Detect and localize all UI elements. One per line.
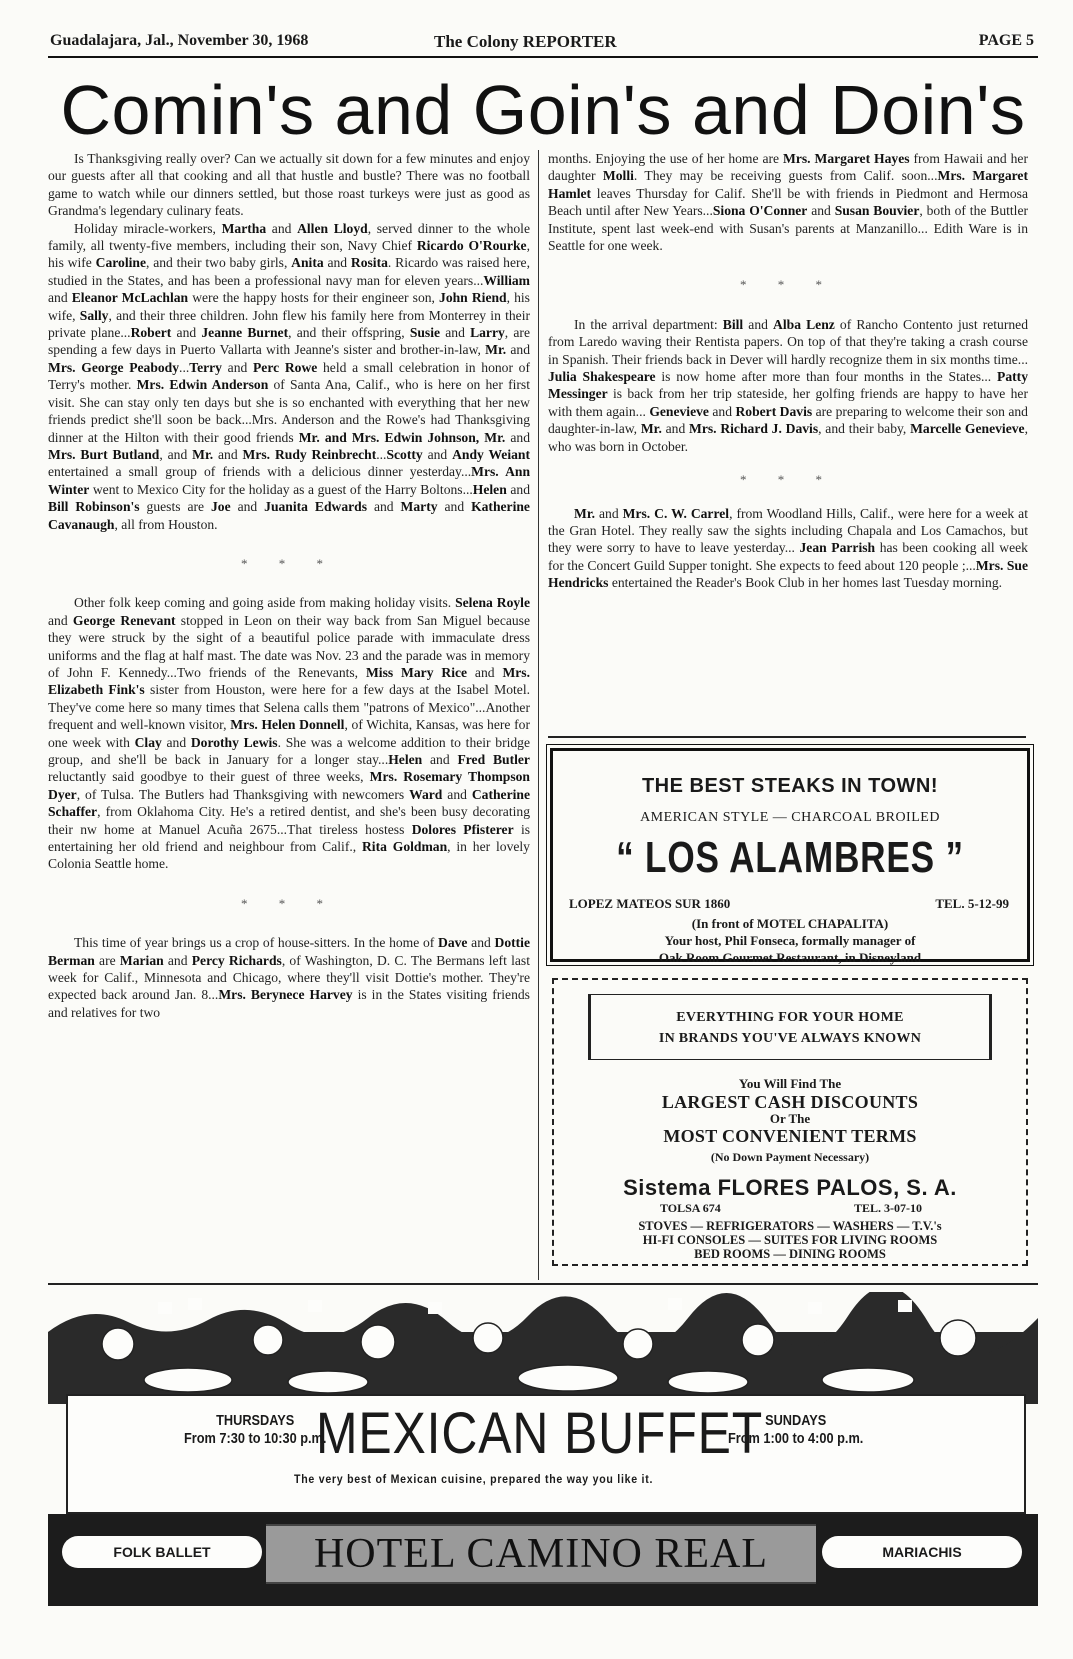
headline: Comin's and Goin's and Doin's — [60, 71, 1026, 149]
ad-or: Or The — [769, 1111, 811, 1126]
masthead — [48, 30, 1038, 58]
flag-icon — [808, 1302, 822, 1314]
ad-host-line: Oak Room Gourmet Restaurant, in Disneyland — [658, 950, 922, 965]
mexican-buffet-ad — [48, 1292, 1038, 1637]
ad-company-name: Sistema FLORES PALOS, S. A. — [623, 1175, 957, 1200]
festive-illustration — [48, 1292, 1038, 1404]
figure-head-icon — [940, 1320, 976, 1356]
flag-icon — [158, 1302, 172, 1314]
platter-icon — [288, 1371, 368, 1393]
ad-products-line: STOVES — REFRIGERATORS — WASHERS — T.V.'s — [638, 1219, 942, 1233]
thursdays-label: THURSDAYS — [216, 1412, 295, 1429]
section-separator: * * * — [740, 472, 836, 488]
ad-phone: TEL. 5-12-99 — [935, 896, 1009, 911]
platter-icon — [144, 1368, 232, 1392]
ad-location: (In front of MOTEL CHAPALITA) — [691, 916, 889, 931]
sundays-block — [728, 1412, 863, 1448]
ad-title: THE BEST STEAKS IN TOWN! — [641, 775, 939, 797]
figure-head-icon — [361, 1325, 395, 1359]
sundays-label: SUNDAYS — [765, 1412, 827, 1429]
figure-head-icon — [742, 1324, 774, 1356]
masthead-location-date: Guadalajara, Jal., November 30, 1968 — [50, 32, 309, 49]
masthead-page-number: PAGE 5 — [978, 32, 1034, 49]
article-paragraph: Holiday miracle-workers, Martha and Allen Lloyd, served dinner to the whole family, all twenty-five members, including their son, Navy Chief Ricardo O'Rourke, his wife Caroline, and their two baby girls, Anita and Rosita. Ricardo was raised here, studied in the States, and has been a professional navy man for eleven years...William and Eleanor McLachlan were the happy hosts for their engineer son, John Riend, his wife, Sally, and their three children. John flew his family here from Monterrey in their private plane...Robert and Jeanne Burnet, and their offspring, Susie and Larry, are spending a few days in Puerto Vallarta with Jeanne's sister and brother-in-law, Mr. and Mrs. George Peabody...Terry and Perc Rowe held a small celebration in honor of Terry's mother. Mrs. Edwin Anderson of Santa Ana, Calif., who is here on her first visit. She can stay only ten days but she is so enchanted with everything that her new friends predict she'll soon be back...Mrs. Anderson and the Rowe's had Thanksgiving dinner at the Hilton with their good friends Mr. and Mrs. Edwin Johnson, Mr. and Mrs. Burt Butland, and Mr. and Mrs. Rudy Reinbrecht...Scotty and Andy Weiant entertained a small group of friends with a delicious dinner yesterday...Mrs. Ann Winter went to Mexico City for the holiday as a guest of the Harry Boltons...Helen and Bill Robinson's guests are Joe and Juanita Edwards and Marty and Katherine Cavanaugh, all from Houston. — [48, 220, 531, 532]
buffet-tagline: The very best of Mexican cuisine, prepared the way you like it. — [294, 1474, 654, 1486]
bottom-ad-divider — [48, 1283, 1038, 1285]
buffet-banner — [66, 1394, 1026, 1514]
address-row — [553, 896, 1027, 914]
platter-icon — [518, 1365, 618, 1391]
buffet-title: MEXICAN BUFFET — [316, 1401, 764, 1466]
figure-head-icon — [102, 1328, 134, 1360]
flag-icon — [188, 1298, 202, 1310]
section-separator: * * * — [241, 555, 337, 571]
masthead-paper-name: The Colony REPORTER — [434, 32, 617, 51]
flag-icon — [898, 1300, 912, 1312]
ad-box-line: IN BRANDS YOU'VE ALWAYS KNOWN — [658, 1031, 922, 1046]
left-column — [48, 150, 530, 1021]
ad-no-down-payment: (No Down Payment Necessary) — [710, 1150, 870, 1164]
hotel-name: HOTEL CAMINO REAL — [313, 1531, 769, 1577]
address-row — [554, 1201, 1026, 1216]
article-paragraph: Is Thanksgiving really over? Can we actually sit down for a few minutes and enjoy our guests after all that cooking and all that hustle and bustle? There was no football game to watch while our dinners settled, but those roast turkeys were just as good as Grandma's legendary culinary feats. — [48, 151, 530, 219]
los-alambres-ad — [550, 748, 1030, 965]
article-paragraph: months. Enjoying the use of her home are Mrs. Margaret Hayes from Hawaii and her daughter Molli. They may be receiving guests from Calif. soon...Mrs. Margaret Hamlet leaves Thursday for Calif. She'll be with friends in Piedmont and Hermosa Beach until after New Years...Siona O'Conner and Susan Bouvier, both of the Buttler Institute, spent last week-end with Susan's parents at Manzanillo... Edith Ware is in Seattle for one week. — [548, 151, 1029, 254]
mariachis-label: MARIACHIS — [822, 1536, 1022, 1568]
article-paragraph: Mr. and Mrs. C. W. Carrel, from Woodland Hills, Calif., were here for a week at the Gran Hotel. They really saw the sights including Chapala and Los Camachos, but they were sorry to have to leave yesterday... Jean Parrish has been cooking all week for the Concert Guild Supper tonight. She expects to feed about 120 people ;...Mrs. Sue Hendricks entertained the Reader's Book Club in her homes last Tuesday morning. — [548, 505, 1028, 591]
ad-products-line: HI-FI CONSOLES — SUITES FOR LIVING ROOMS — [642, 1233, 938, 1247]
ad-subtitle: AMERICAN STYLE — CHARCOAL BROILED — [640, 810, 940, 825]
ad-discounts: LARGEST CASH DISCOUNTS — [661, 1092, 919, 1112]
restaurant-name: “ LOS ALAMBRES ” — [616, 833, 964, 882]
ad-find: You Will Find The — [738, 1076, 842, 1091]
sundays-time: From 1:00 to 4:00 p.m. — [728, 1430, 864, 1447]
ad-inner-box — [588, 994, 992, 1060]
ad-box-line: EVERYTHING FOR YOUR HOME — [676, 1010, 904, 1025]
ad-host-line: Your host, Phil Fonseca, formally manager of — [664, 933, 916, 948]
figure-head-icon — [473, 1323, 503, 1353]
right-column — [548, 150, 1028, 592]
thursdays-block — [184, 1412, 326, 1448]
flag-icon — [308, 1300, 322, 1312]
column-divider — [538, 150, 539, 1280]
section-separator: * * * — [241, 895, 337, 911]
section-separator: * * * — [740, 277, 836, 293]
flores-palos-ad — [552, 978, 1028, 1266]
folk-ballet-label: FOLK BALLET — [62, 1536, 262, 1568]
ad-products-line: BED ROOMS — DINING ROOMS — [694, 1247, 886, 1261]
ad-divider — [548, 736, 1026, 738]
figure-head-icon — [253, 1325, 283, 1355]
ad-address: TOLSA 674 — [660, 1201, 721, 1215]
article-paragraph: In the arrival department: Bill and Alba Lenz of Rancho Contento just returned from Laredo waving their Rentista papers. On top of that they're taking a crash course in Spanish. Their friends back in Dever will hardly recognize them in six months time... Julia Shakespeare is now home after more than four months in the States... Patty Messinger is back from her trip stateside, her golfing friends are happy to have her with them again... Genevieve and Robert Davis are preparing to welcome their son and daughter-in-law, Mr. and Mrs. Richard J. Davis, and their baby, Marcelle Genevieve, who was born in October. — [548, 316, 1028, 454]
hotel-name-plate — [266, 1524, 816, 1584]
platter-icon — [822, 1368, 914, 1392]
figure-head-icon — [623, 1329, 653, 1359]
ad-terms: MOST CONVENIENT TERMS — [663, 1126, 917, 1146]
flag-icon — [428, 1302, 442, 1314]
thursdays-time: From 7:30 to 10:30 p.m. — [184, 1430, 327, 1447]
article-paragraph: Other folk keep coming and going aside from making holiday visits. Selena Royle and George Renevant stopped in Leon on their way back from San Miguel because they were struck by the sight of a beautiful police parade with immaculate dress uniforms and the flag at half mast. The date was Nov. 23 and the parade was in memory of John F. Kennedy...Two friends of the Renevants, Miss Mary Rice and Mrs. Elizabeth Fink's sister from Houston, were here for a few days at the Isabel Motel. They've come here so many times that Selena calls them "patrons of Mexico"...Another frequent and well-known visitor, Mrs. Helen Donnell, of Wichita, Kansas, was here for one week with Clay and Dorothy Lewis. She was a welcome addition to their bridge group, and she'll be back in January for a longer stay...Helen and Fred Butler reluctantly said goodbye to their guest of three weeks, Mrs. Rosemary Thompson Dyer, of Tulsa. The Butlers had Thanksgiving with newcomers Ward and Catherine Schaffer, from Oklahoma City. He's a retired dentist, and she's been busy decorating their nw home at Manuel Acuña 2675...That tireless hostess Dolores Pfisterer is entertaining her old friend and neighbour from Calif., Rita Goldman, in her lovely Colonia Seattle home. — [48, 595, 531, 872]
platter-icon — [668, 1371, 748, 1393]
ad-address: LOPEZ MATEOS SUR 1860 — [569, 896, 731, 911]
article-paragraph: This time of year brings us a crop of house-sitters. In the home of Dave and Dottie Berman are Marian and Percy Richards, of Washington, D. C. The Bermans left last week for Calif., Minnesota and Chicago, where they'll visit Dottie's mother. They're expected back around Jan. 8...Mrs. Berynece Harvey is in the States visiting friends and relatives for two — [48, 935, 530, 1020]
ad-phone: TEL. 3-07-10 — [853, 1201, 922, 1215]
flag-icon — [668, 1298, 682, 1310]
